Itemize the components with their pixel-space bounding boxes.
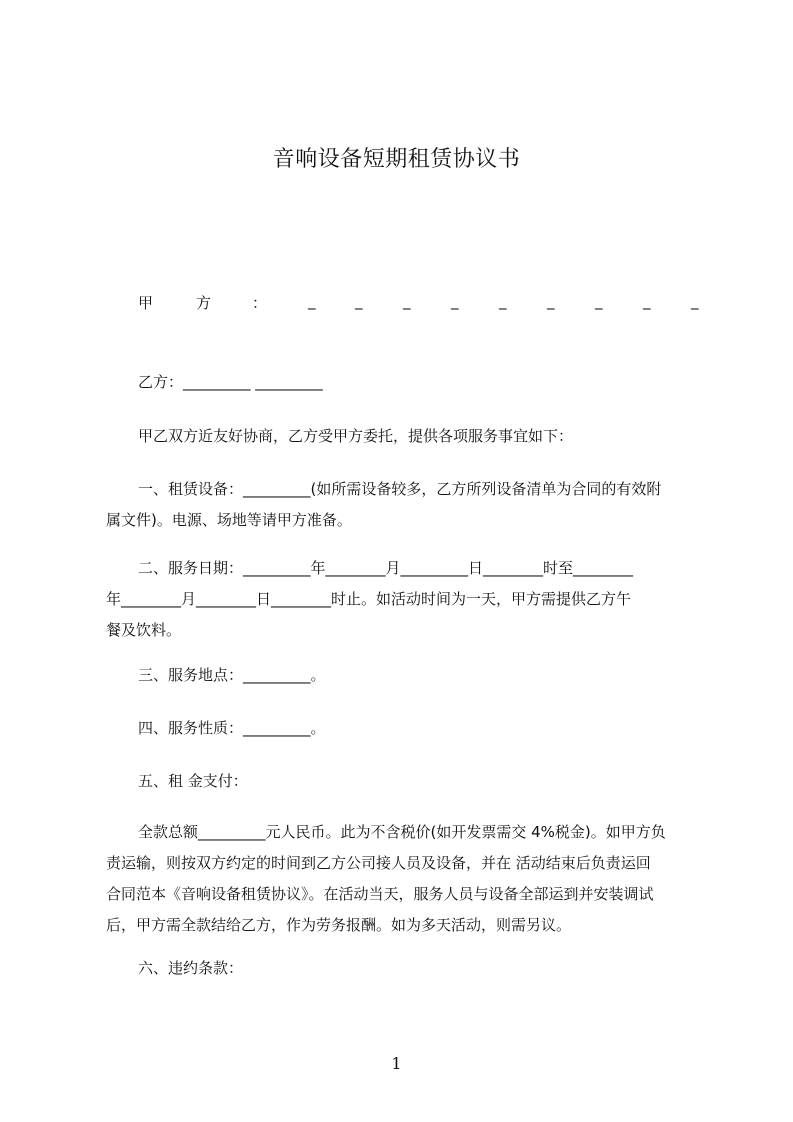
intro-paragraph: 甲乙双方近友好协商，乙方受甲方委托，提供各项服务事宜如下：: [138, 427, 574, 445]
party-a-colon: ：: [252, 294, 268, 312]
party-a-blank: _: [451, 292, 459, 310]
payment-line-1: 全款总额_________元人民币。此为不含税价(如开发票需交 4%税金)。如甲方负: [138, 823, 666, 841]
payment-line-2: 责运输，则按双方约定的时间到乙方公司接人员及设备，并在 活动结束后负责运回: [106, 854, 651, 872]
document-title: 音响设备短期租赁协议书: [272, 147, 521, 172]
party-a-blank: _: [499, 292, 507, 310]
payment-line-3: 合同范本《音响设备租赁协议》。在活动当天，服务人员与设备全部运到并安装调试: [106, 885, 654, 903]
clause-1: [106, 474, 702, 536]
party-a-label-1: 甲: [138, 294, 154, 312]
clause-2-line-2: 年________月________日________时止。如活动时间为一天，甲方需提供乙方午: [106, 590, 632, 608]
clause-1-line-1: 一、租赁设备：_________(如所需设备较多，乙方所列设备清单为合同的有效附: [138, 480, 662, 498]
party-a-blank: _: [595, 292, 603, 310]
clause-2-line-3: 餐及饮料。: [106, 621, 182, 639]
party-a-blank: _: [355, 292, 363, 310]
payment-line-4: 后，甲方需全款结给乙方，作为劳务报酬。如为多天活动，则需另议。: [106, 916, 572, 934]
clause-2-line-1: 二、服务日期：_________年________月_________日________时至________: [138, 559, 634, 577]
payment-paragraph: [106, 817, 702, 941]
party-a-line: [138, 292, 700, 314]
party-a-blank: _: [547, 292, 555, 310]
party-a-blank: _: [691, 292, 699, 310]
party-a-blank: _: [403, 292, 411, 310]
party-b-line: 乙方：_________ _________: [138, 373, 323, 391]
party-a-blank: _: [643, 292, 651, 310]
party-a-label-2: 方: [196, 294, 212, 312]
clause-3: 三、服务地点：_________。: [138, 666, 326, 684]
party-a-blank: _: [308, 292, 316, 310]
clause-5-heading: 五、租 金支付：: [138, 772, 248, 790]
clause-6-heading: 六、违约条款：: [138, 959, 244, 977]
clause-4: 四、服务性质：_________。: [138, 719, 326, 737]
page-number: 1: [391, 1054, 402, 1073]
clause-1-line-2: 属文件)。电源、场地等请甲方准备。: [106, 511, 352, 529]
clause-2: [106, 553, 702, 646]
